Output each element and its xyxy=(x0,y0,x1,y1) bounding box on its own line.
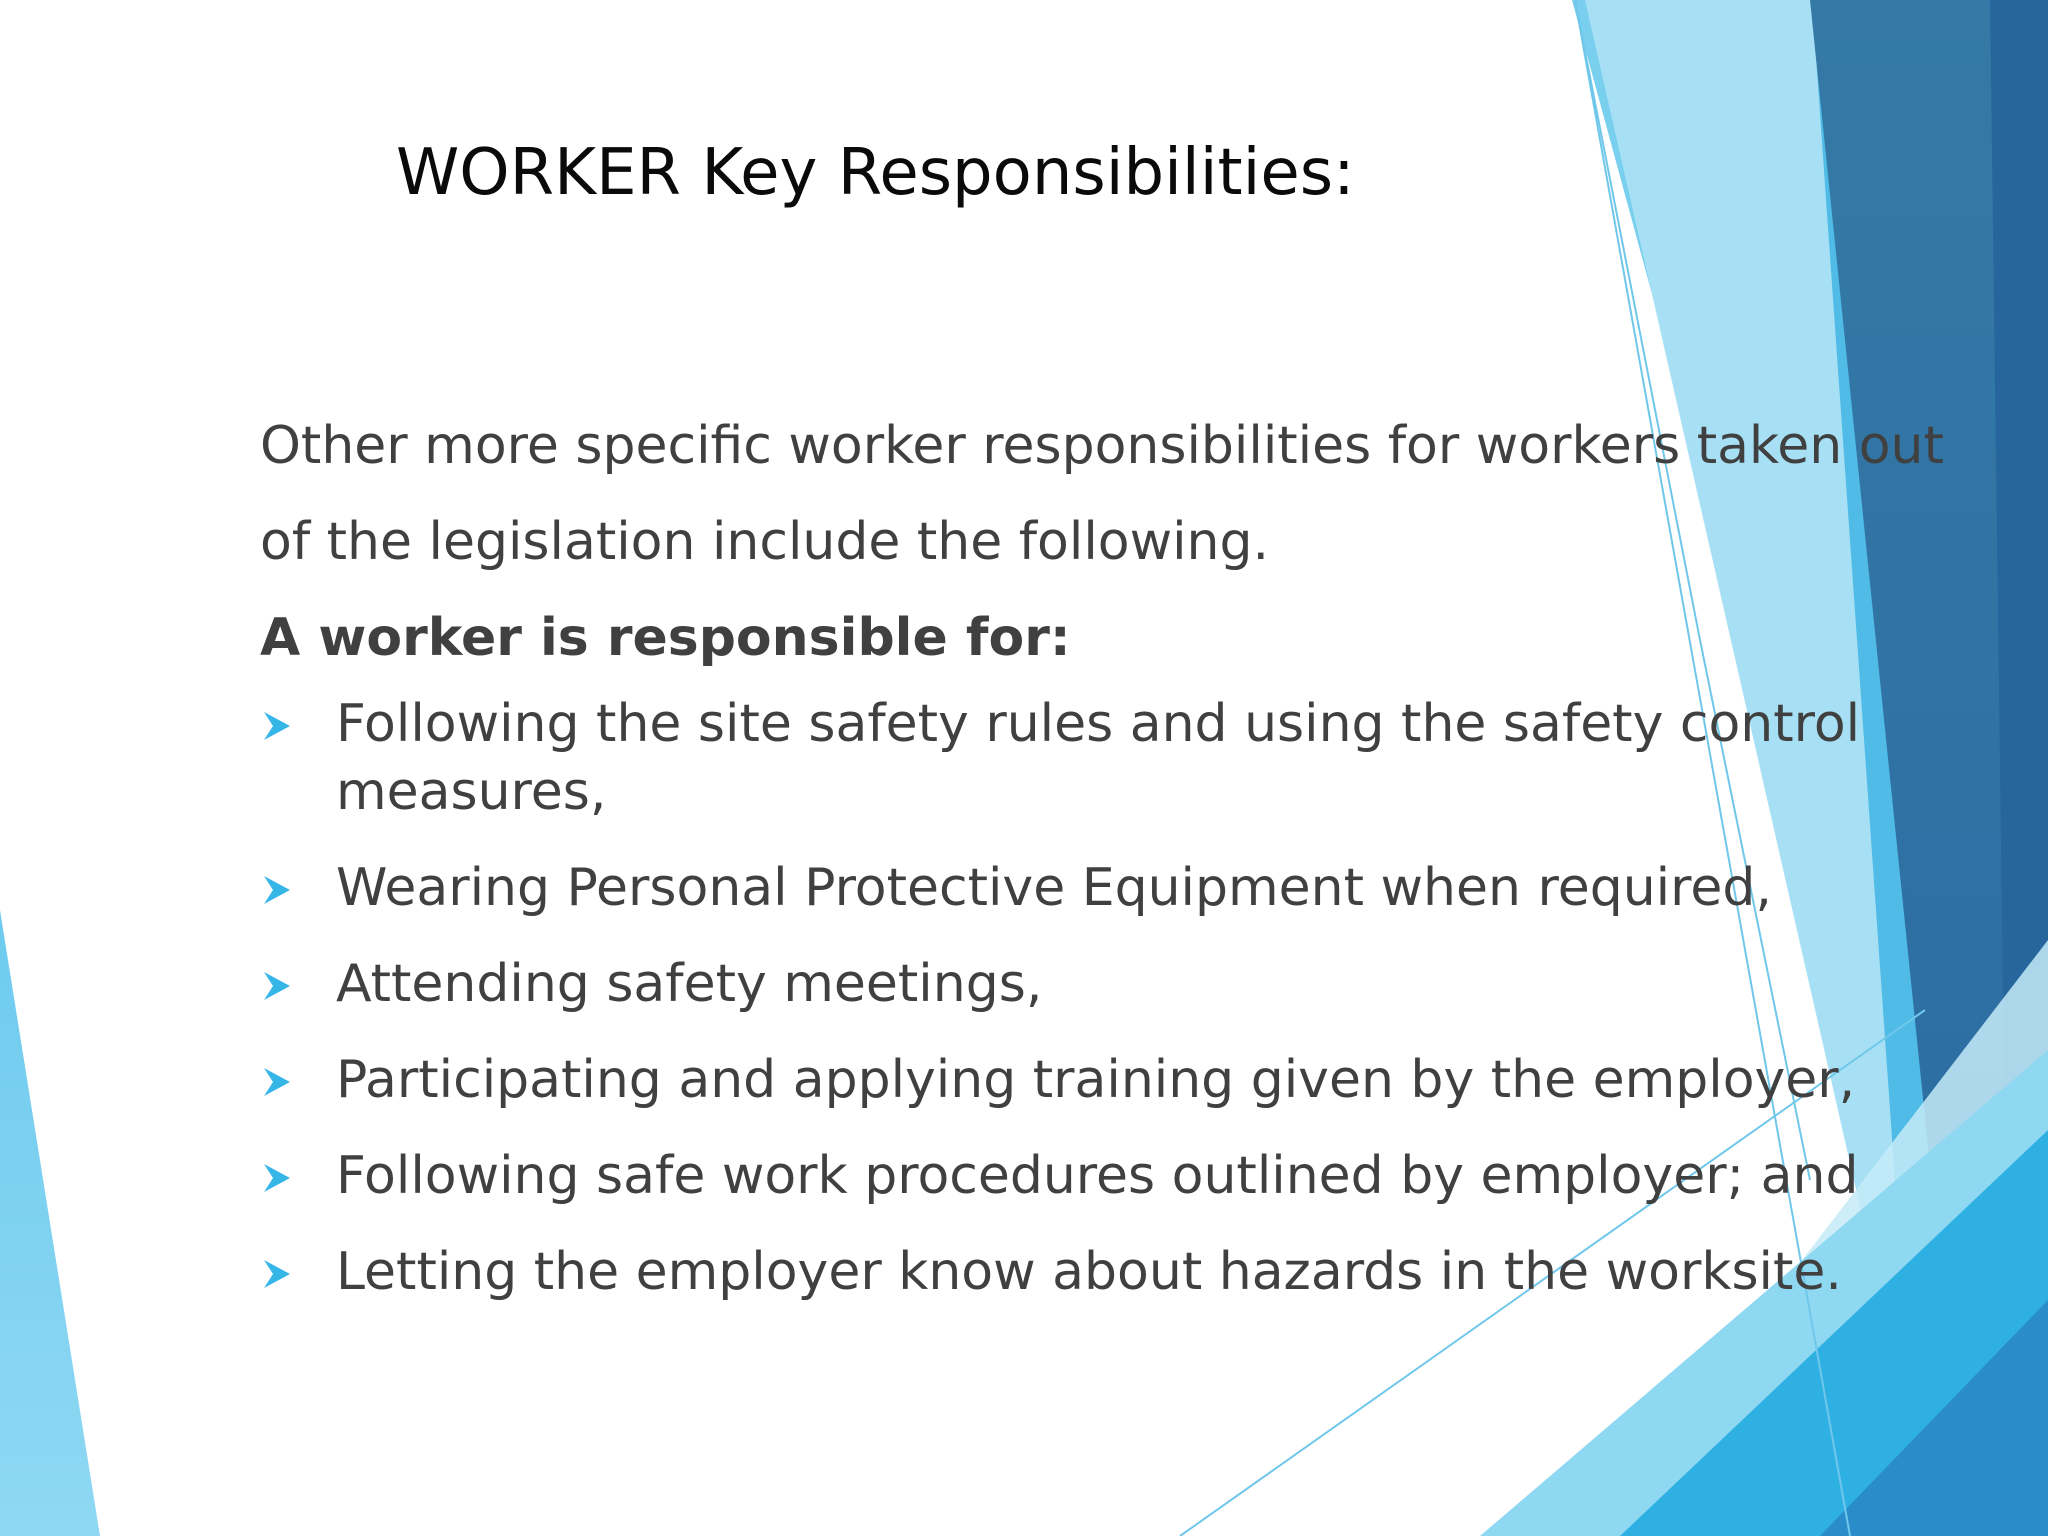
list-item xyxy=(260,1046,1960,1114)
list-item xyxy=(260,690,1960,826)
slide-body xyxy=(260,398,1960,1306)
intro-line-1: Other more specific worker responsibilities for workers taken out xyxy=(260,416,1944,476)
list-item-text: Following the site safety rules and using the safety control measures, xyxy=(336,694,1861,822)
arrowhead-bullet-icon xyxy=(262,874,292,906)
list-item xyxy=(260,854,1960,922)
lead-heading: A worker is responsible for: xyxy=(260,608,1071,668)
list-item-text: Attending safety meetings, xyxy=(336,954,1043,1014)
left-accent-shape xyxy=(0,910,100,1536)
responsibility-list xyxy=(260,690,1960,1306)
intro-paragraph xyxy=(260,398,1960,590)
list-item xyxy=(260,950,1960,1018)
arrowhead-bullet-icon xyxy=(262,710,292,742)
list-item xyxy=(260,1238,1960,1306)
list-item xyxy=(260,1142,1960,1210)
list-item-text: Participating and applying training given by the employer, xyxy=(336,1050,1856,1110)
list-item-text: Wearing Personal Protective Equipment when required, xyxy=(336,858,1772,918)
slide-title: WORKER Key Responsibilities: xyxy=(396,136,1355,210)
arrowhead-bullet-icon xyxy=(262,1258,292,1290)
intro-line-2: of the legislation include the following. xyxy=(260,512,1270,572)
arrowhead-bullet-icon xyxy=(262,1066,292,1098)
list-item-text: Letting the employer know about hazards in the worksite. xyxy=(336,1242,1842,1302)
list-item-text: Following safe work procedures outlined by employer; and xyxy=(336,1146,1859,1206)
arrowhead-bullet-icon xyxy=(262,1162,292,1194)
arrowhead-bullet-icon xyxy=(262,970,292,1002)
